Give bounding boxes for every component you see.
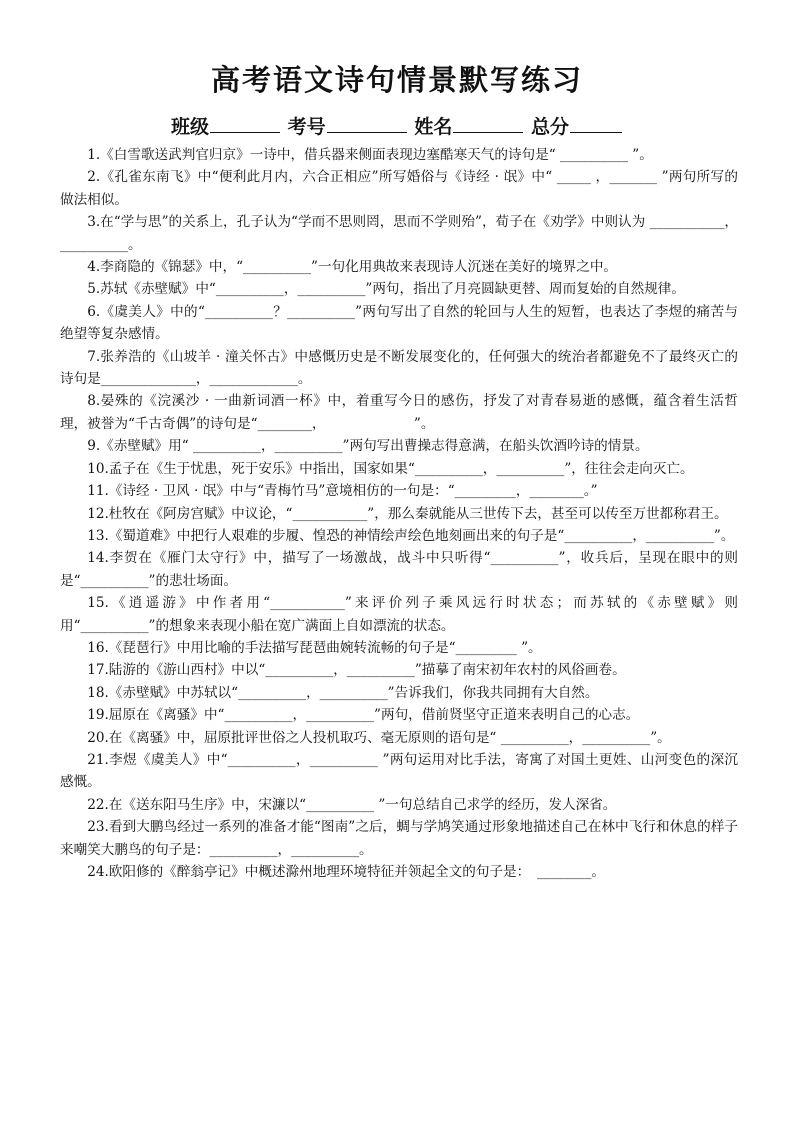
question-6: 6.《虞美人》中的“__________？__________”两句写出了自然的轮回与人生的短暂，也表达了李煜的痛苦与绝望等复杂感情。 bbox=[60, 303, 738, 343]
question-12: 12.杜牧在《阿房宫赋》中议论，“___________”，那么秦就能从三世传下去，甚至可以传至万世都称君王。 bbox=[87, 505, 728, 522]
question-list bbox=[60, 144, 738, 883]
question-4: 4.李商隐的《锦瑟》中，“__________”一句化用典故来表现诗人沉迷在美好的境界之中。 bbox=[87, 259, 618, 276]
question-2: 2.《孔雀东南飞》中“便利此月内，六合正相应”所写婚俗与《诗经 · 氓》中“ _____ ，_______ ”两句所写的做法相似。 bbox=[60, 169, 738, 208]
question-3: 3.在“学与思”的关系上，孔子认为“学而不思则罔，思而不学则殆”，荀子在《劝学》中则认为 ___________，__________。 bbox=[60, 214, 738, 253]
question-1: 1.《白雪歌送武判官归京》一诗中，借兵器来侧面表现边塞酷寒天气的诗句是“ __________ ”。 bbox=[87, 147, 653, 163]
class-label: 班级 bbox=[171, 116, 210, 138]
question-16: 16.《琵琶行》中用比喻的手法描写琵琶曲婉转流畅的句子是“_________ ”。 bbox=[87, 639, 542, 656]
name-label: 姓名 bbox=[414, 116, 453, 138]
question-11: 11.《诗经 · 卫风 · 氓》中与“青梅竹马”意境相仿的一句是：“_________，________。” bbox=[87, 483, 598, 500]
question-8: 8.晏殊的《浣溪沙 · 一曲新词酒一杯》中，着重写今日的感伤，抒发了对青春易逝的感慨，蕴含着生活哲理，被誉为“千古奇偶”的诗句是“________， ”。 bbox=[60, 393, 738, 432]
page-title: 高考语文诗句情景默写练习 bbox=[210, 63, 583, 97]
question-19: 19.屈原在《离骚》中“__________，__________”两句，借前贤坚守正道来表明自己的心志。 bbox=[87, 707, 640, 724]
score-blank[interactable] bbox=[570, 114, 622, 133]
class-blank[interactable] bbox=[210, 114, 280, 133]
name-blank[interactable] bbox=[453, 114, 523, 133]
exam-number-label: 考号 bbox=[287, 116, 326, 138]
question-14: 14.李贺在《雁门太守行》中，描写了一场激战，战斗中只听得“__________”，收兵后，呈现在眼中的则是“__________”的悲壮场面。 bbox=[60, 550, 738, 589]
student-info-line bbox=[0, 112, 794, 139]
question-21: 21.李煜《虞美人》中“__________，__________ ”两句运用对比手法，寄寓了对国土更姓、山河变色的深沉感慨。 bbox=[60, 751, 738, 791]
score-label: 总分 bbox=[530, 116, 569, 138]
question-23: 23.看到大鹏鸟经过一系列的准备才能“图南”之后，蜩与学鸠笑通过形象地描述自己在林中飞行和休息的样子来嘲笑大鹏鸟的句子是：__________，__________。 bbox=[60, 819, 738, 858]
question-17: 17.陆游的《游山西村》中以“__________，__________”描摹了南宋初年农村的风俗画卷。 bbox=[87, 662, 626, 679]
question-15: 15.《逍遥游》中作者用“___________”来评价列子乘风远行时状态；而苏轼的《赤壁赋》则用“__________”的想象来表现小船在宽广满面上自如漂流的状态。 bbox=[60, 595, 738, 634]
question-20: 20.在《离骚》中，屈原批评世俗之人投机取巧、毫无原则的语句是“ __________，__________”。 bbox=[87, 729, 671, 746]
question-13: 13.《蜀道难》中把行人艰难的步履、惶恐的神情绘声绘色地刻画出来的句子是“__________，__________”。 bbox=[87, 527, 735, 544]
question-7: 7.张养浩的《山坡羊 · 潼关怀古》中感慨历史是不断发展变化的，任何强大的统治者都避免不了最终灭亡的诗句是______________，_____________。 bbox=[60, 348, 738, 388]
question-22: 22.在《送东阳马生序》中，宋濂以“__________ ”一句总结自己求学的经历，发人深省。 bbox=[87, 796, 617, 813]
question-24: 24.欧阳修的《醉翁亭记》中概述滁州地理环境特征并领起全文的句子是： ________。 bbox=[87, 864, 605, 880]
question-9: 9.《赤壁赋》用“ __________，__________”两句写出曹操志得意满，在船头饮酒吟诗的情景。 bbox=[87, 438, 649, 455]
exam-number-blank[interactable] bbox=[327, 114, 407, 133]
question-10: 10.孟子在《生于忧患，死于安乐》中指出，国家如果“__________，__________”，往往会走向灭亡。 bbox=[87, 460, 694, 477]
question-18: 18.《赤壁赋》中苏轼以“__________，__________”告诉我们，你我共同拥有大自然。 bbox=[87, 684, 599, 701]
question-5: 5.苏轼《赤壁赋》中“__________，__________”两句，指出了月亮圆缺更替、周而复始的自然规律。 bbox=[87, 281, 685, 298]
